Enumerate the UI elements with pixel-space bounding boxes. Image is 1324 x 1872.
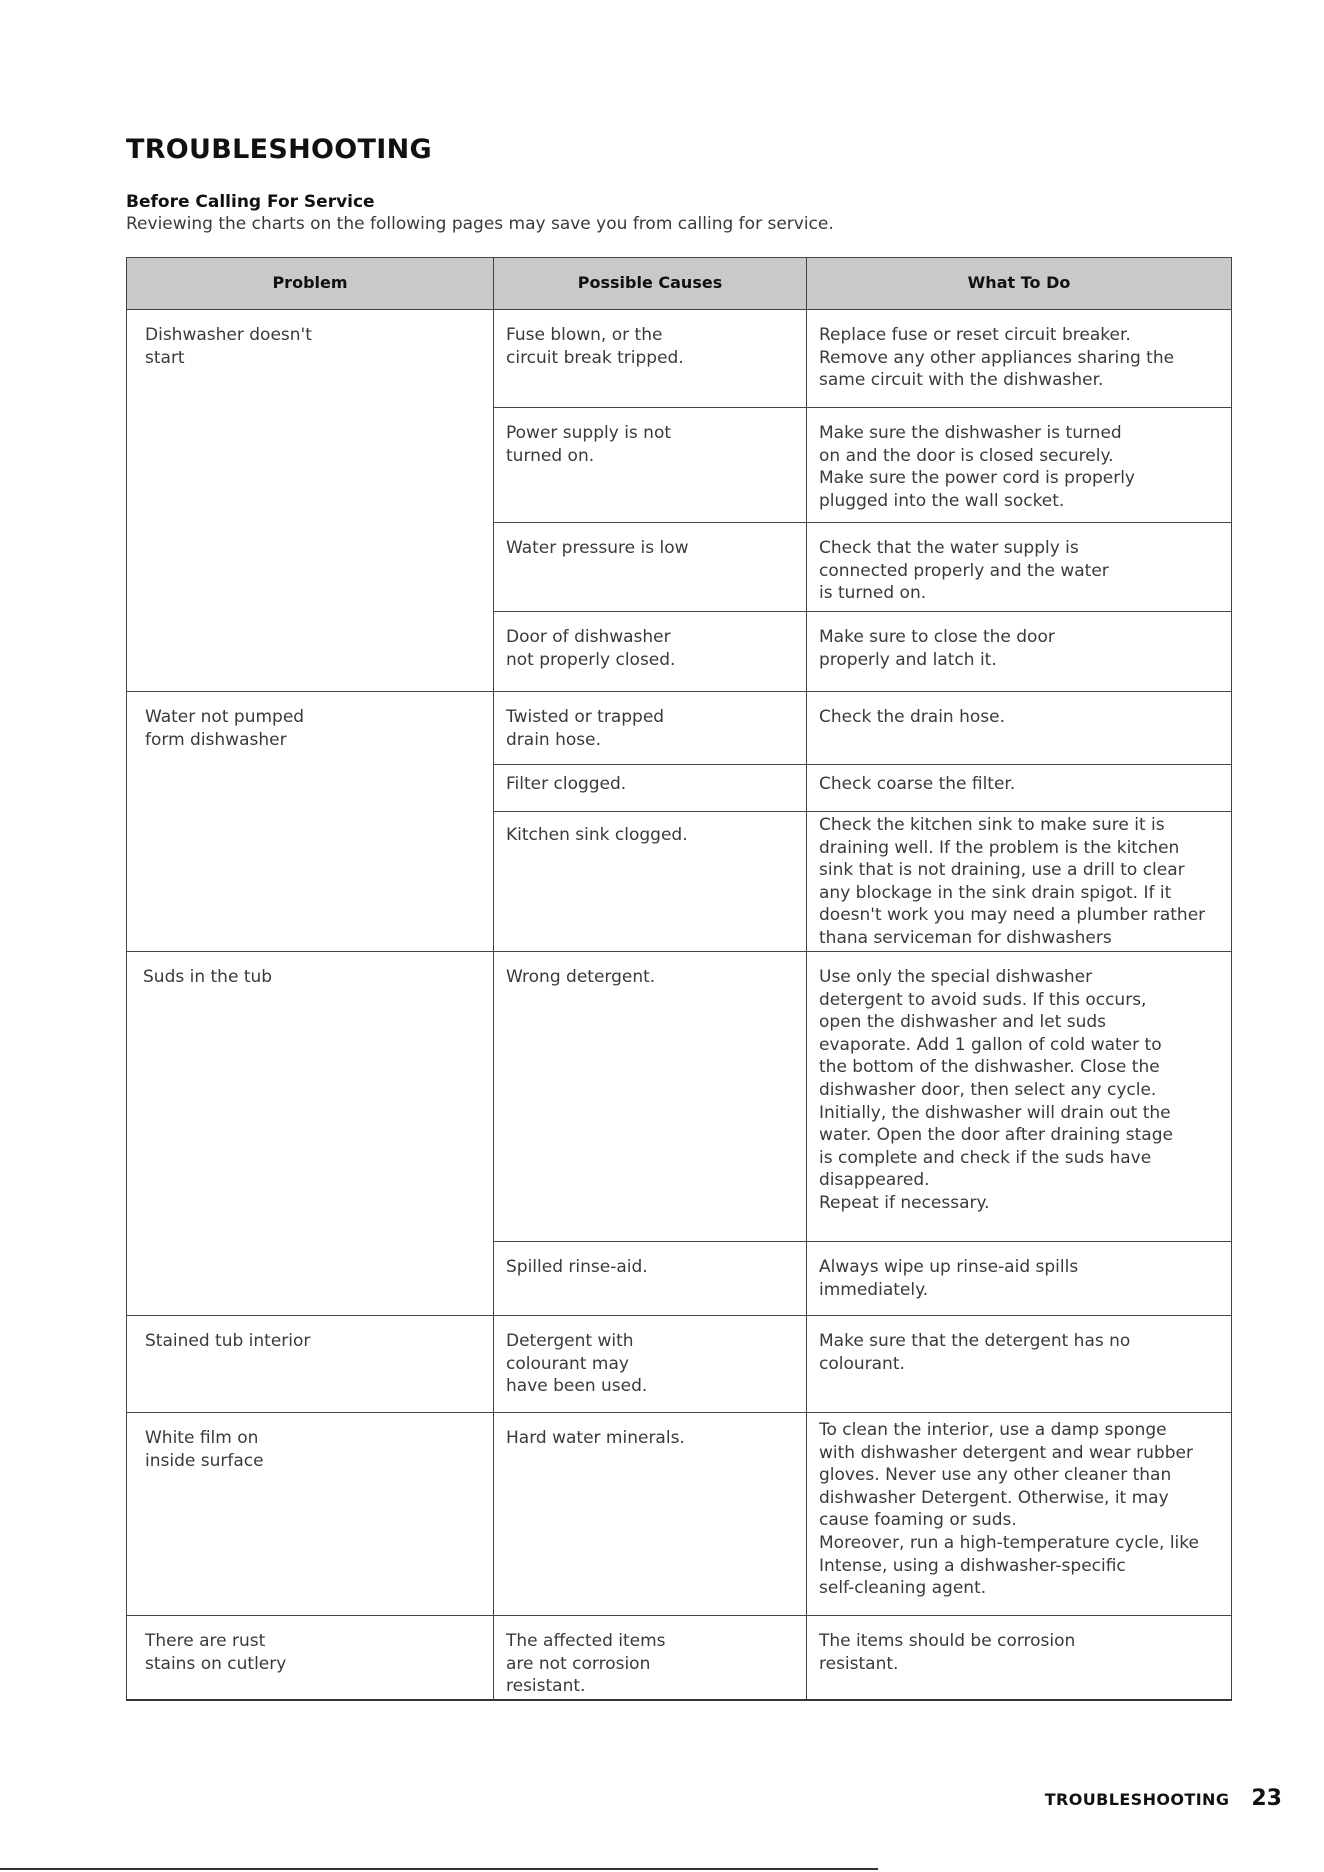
todo-cell: Check the drain hose. [807, 692, 1232, 765]
cause-cell: Water pressure is low [494, 523, 807, 612]
cause-cell: Door of dishwasher not properly closed. [494, 612, 807, 692]
page-title: TROUBLESHOOTING [126, 134, 432, 165]
problem-cell: White film on inside surface [127, 1413, 494, 1616]
bottom-divider [0, 1868, 878, 1870]
todo-cell: The items should be corrosion resistant. [807, 1616, 1232, 1700]
cause-cell: The affected items are not corrosion resistant. [494, 1616, 807, 1700]
problem-cell: Dishwasher doesn't start [127, 310, 494, 692]
intro-text: Reviewing the charts on the following pages may save you from calling for service. [126, 214, 834, 234]
cause-cell: Kitchen sink clogged. [494, 812, 807, 952]
header-possible-causes: Possible Causes [494, 258, 807, 310]
table-row [127, 310, 1232, 408]
table-row [127, 1616, 1232, 1700]
cause-cell: Filter clogged. [494, 765, 807, 812]
todo-cell: Check coarse the filter. [807, 765, 1232, 812]
cause-cell: Spilled rinse-aid. [494, 1242, 807, 1316]
table-row [127, 692, 1232, 765]
footer-section-label: TROUBLESHOOTING [1044, 1790, 1230, 1809]
problem-cell: Suds in the tub [127, 952, 494, 1316]
cause-cell: Hard water minerals. [494, 1413, 807, 1616]
table-row [127, 1316, 1232, 1413]
table-header-row [127, 258, 1232, 310]
cause-cell: Twisted or trapped drain hose. [494, 692, 807, 765]
header-problem: Problem [127, 258, 494, 310]
todo-cell: Check that the water supply is connected properly and the water is turned on. [807, 523, 1232, 612]
table-row [127, 1413, 1232, 1616]
problem-cell: There are rust stains on cutlery [127, 1616, 494, 1700]
todo-cell: To clean the interior, use a damp sponge with dishwasher detergent and wear rubber gloves. Never use any other cleaner than dishwasher Detergent. Otherwise, it may cause foaming or suds. Moreover, run a high-temperature cycle, like Intense, using a dishwasher-specific self-cleaning agent. [807, 1413, 1232, 1616]
cause-cell: Fuse blown, or the circuit break tripped. [494, 310, 807, 408]
todo-cell: Make sure the dishwasher is turned on and the door is closed securely. Make sure the power cord is properly plugged into the wall socket. [807, 408, 1232, 523]
todo-cell: Make sure to close the door properly and latch it. [807, 612, 1232, 692]
todo-cell: Replace fuse or reset circuit breaker. Remove any other appliances sharing the same circuit with the dishwasher. [807, 310, 1232, 408]
problem-cell: Water not pumped form dishwasher [127, 692, 494, 952]
troubleshooting-table [126, 257, 1232, 1701]
todo-cell: Check the kitchen sink to make sure it is draining well. If the problem is the kitchen sink that is not draining, use a drill to clear any blockage in the sink drain spigot. If it doesn't work you may need a plumber rather thana serviceman for dishwashers [807, 812, 1232, 952]
cause-cell: Wrong detergent. [494, 952, 807, 1242]
table-row [127, 952, 1232, 1242]
todo-cell: Use only the special dishwasher detergent to avoid suds. If this occurs, open the dishwasher and let suds evaporate. Add 1 gallon of cold water to the bottom of the dishwasher. Close the dishwasher door, then select any cycle. Initially, the dishwasher will drain out the water. Open the door after draining stage is complete and check if the suds have disappeared. Repeat if necessary. [807, 952, 1232, 1242]
problem-cell: Stained tub interior [127, 1316, 494, 1413]
page-number: 23 [1251, 1786, 1282, 1811]
todo-cell: Always wipe up rinse-aid spills immediately. [807, 1242, 1232, 1316]
section-subheading: Before Calling For Service [126, 192, 375, 212]
cause-cell: Power supply is not turned on. [494, 408, 807, 523]
todo-cell: Make sure that the detergent has no colourant. [807, 1316, 1232, 1413]
page-footer [1045, 1786, 1282, 1811]
cause-cell: Detergent with colourant may have been used. [494, 1316, 807, 1413]
header-what-to-do: What To Do [807, 258, 1232, 310]
